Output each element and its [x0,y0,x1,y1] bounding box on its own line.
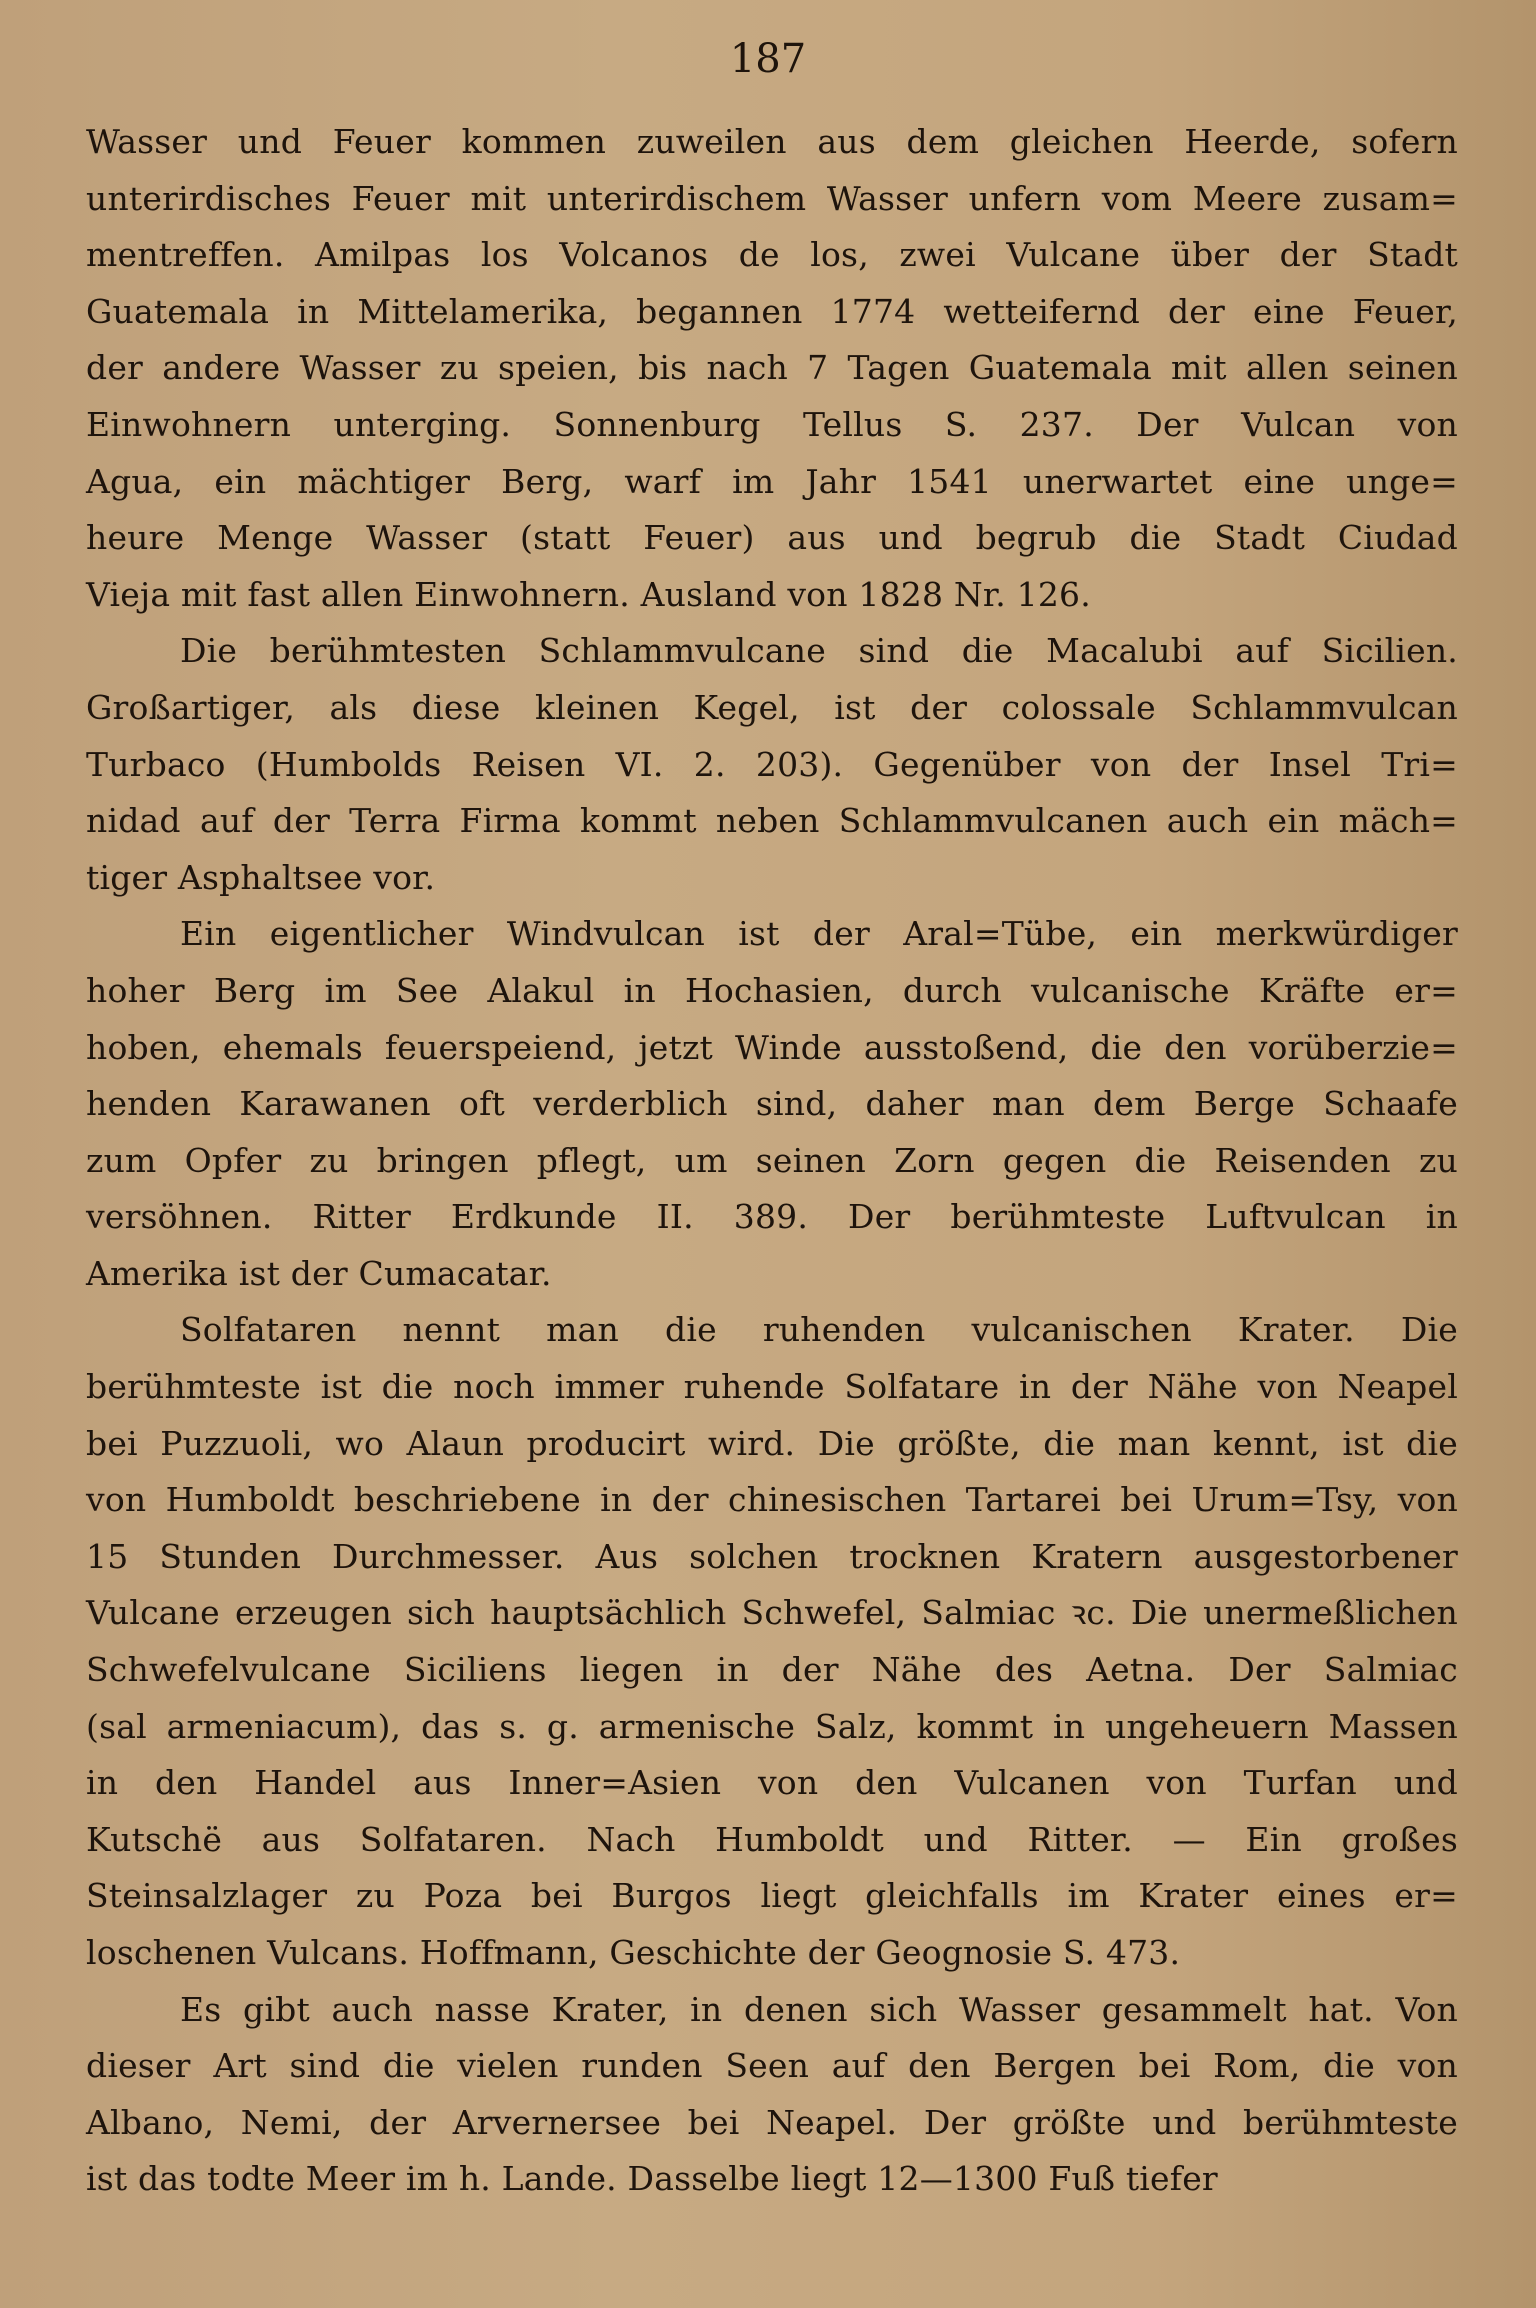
text-line: (sal armeniacum), das s. g. armenische Salz, kommt in ungeheuern Massen [86,1706,1458,1746]
paragraph [86,114,1458,623]
text-line: Vulcane erzeugen sich hauptsächlich Schwefel, Salmiac ꝛc. Die unermeßlichen [86,1593,1458,1633]
text-line: hoher Berg im See Alakul in Hochasien, durch vulcanische Kräfte er= [86,970,1458,1010]
text-line: nidad auf der Terra Firma kommt neben Schlammvulcanen auch ein mäch= [86,801,1458,841]
text-line: Es gibt auch nasse Krater, in denen sich Wasser gesammelt hat. Von [180,1989,1458,2029]
text-line: Einwohnern unterging. Sonnenburg Tellus S. 237. Der Vulcan von [86,404,1458,444]
text-line: versöhnen. Ritter Erdkunde II. 389. Der berühmteste Luftvulcan in [86,1197,1458,1237]
body-text [86,114,1458,2208]
text-line: in den Handel aus Inner=Asien von den Vulcanen von Turfan und [86,1763,1458,1803]
text-line: loschenen Vulcans. Hoffmann, Geschichte der Geognosie S. 473. [86,1933,1181,1972]
text-line: Ein eigentlicher Windvulcan ist der Aral=Tübe, ein merkwürdiger [180,914,1458,954]
paragraph [86,906,1458,1302]
text-line: Vieja mit fast allen Einwohnern. Ausland von 1828 Nr. 126. [86,574,1091,614]
text-line: hoben, ehemals feuerspeiend, jetzt Winde ausstoßend, die den vorüberzie= [86,1027,1458,1067]
text-line: berühmteste ist die noch immer ruhende Solfatare in der Nähe von Neapel [86,1367,1458,1407]
text-line: der andere Wasser zu speien, bis nach 7 Tagen Guatemala mit allen seinen [86,348,1458,388]
paragraph [86,1982,1458,2208]
text-line: bei Puzzuoli, wo Alaun producirt wird. Die größte, die man kennt, ist die [86,1423,1458,1463]
paragraph [86,623,1458,906]
text-line: Die berühmtesten Schlammvulcane sind die Macalubi auf Sicilien. [180,631,1458,671]
text-line: Guatemala in Mittelamerika, begannen 1774 wetteifernd der eine Feuer, [86,291,1458,331]
text-line: Steinsalzlager zu Poza bei Burgos liegt gleichfalls im Krater eines er= [86,1876,1458,1916]
text-line: Schwefelvulcane Siciliens liegen in der Nähe des Aetna. Der Salmiac [86,1650,1458,1690]
text-line: unterirdisches Feuer mit unterirdischem Wasser unfern vom Meere zusam= [86,178,1458,218]
text-line: 15 Stunden Durchmesser. Aus solchen trocknen Kratern ausgestorbener [86,1536,1458,1576]
text-line: Solfataren nennt man die ruhenden vulcanischen Krater. Die [180,1310,1458,1350]
text-line: zum Opfer zu bringen pflegt, um seinen Zorn gegen die Reisenden zu [86,1140,1458,1180]
text-line: Albano, Nemi, der Arvernersee bei Neapel. Der größte und berühmteste [86,2102,1458,2142]
text-line: Turbaco (Humbolds Reisen VI. 2. 203). Gegenüber von der Insel Tri= [86,744,1458,784]
text-line: henden Karawanen oft verderblich sind, daher man dem Berge Schaafe [86,1084,1458,1124]
text-line: tiger Asphaltsee vor. [86,857,436,897]
text-line: Wasser und Feuer kommen zuweilen aus dem gleichen Heerde, sofern [86,122,1458,161]
text-line: heure Menge Wasser (statt Feuer) aus und begrub die Stadt Ciudad [86,518,1458,558]
page-number: 187 [729,36,807,82]
text-line: Großartiger, als diese kleinen Kegel, ist der colossale Schlammvulcan [86,687,1458,727]
text-line: mentreffen. Amilpas los Volcanos de los, zwei Vulcane über der Stadt [86,235,1458,275]
text-line: Agua, ein mächtiger Berg, warf im Jahr 1541 unerwartet eine unge= [86,461,1458,501]
text-line: von Humboldt beschriebene in der chinesischen Tartarei bei Urum=Tsy, von [86,1480,1458,1520]
text-line: dieser Art sind die vielen runden Seen auf den Bergen bei Rom, die von [86,2046,1458,2086]
text-line: Kutschë aus Solfataren. Nach Humboldt und Ritter. — Ein großes [86,1819,1458,1859]
text-line: Amerika ist der Cumacatar. [86,1253,552,1293]
paragraph [86,1302,1458,1981]
text-line: ist das todte Meer im h. Lande. Dasselbe liegt 12—1300 Fuß tiefer [86,2159,1218,2199]
